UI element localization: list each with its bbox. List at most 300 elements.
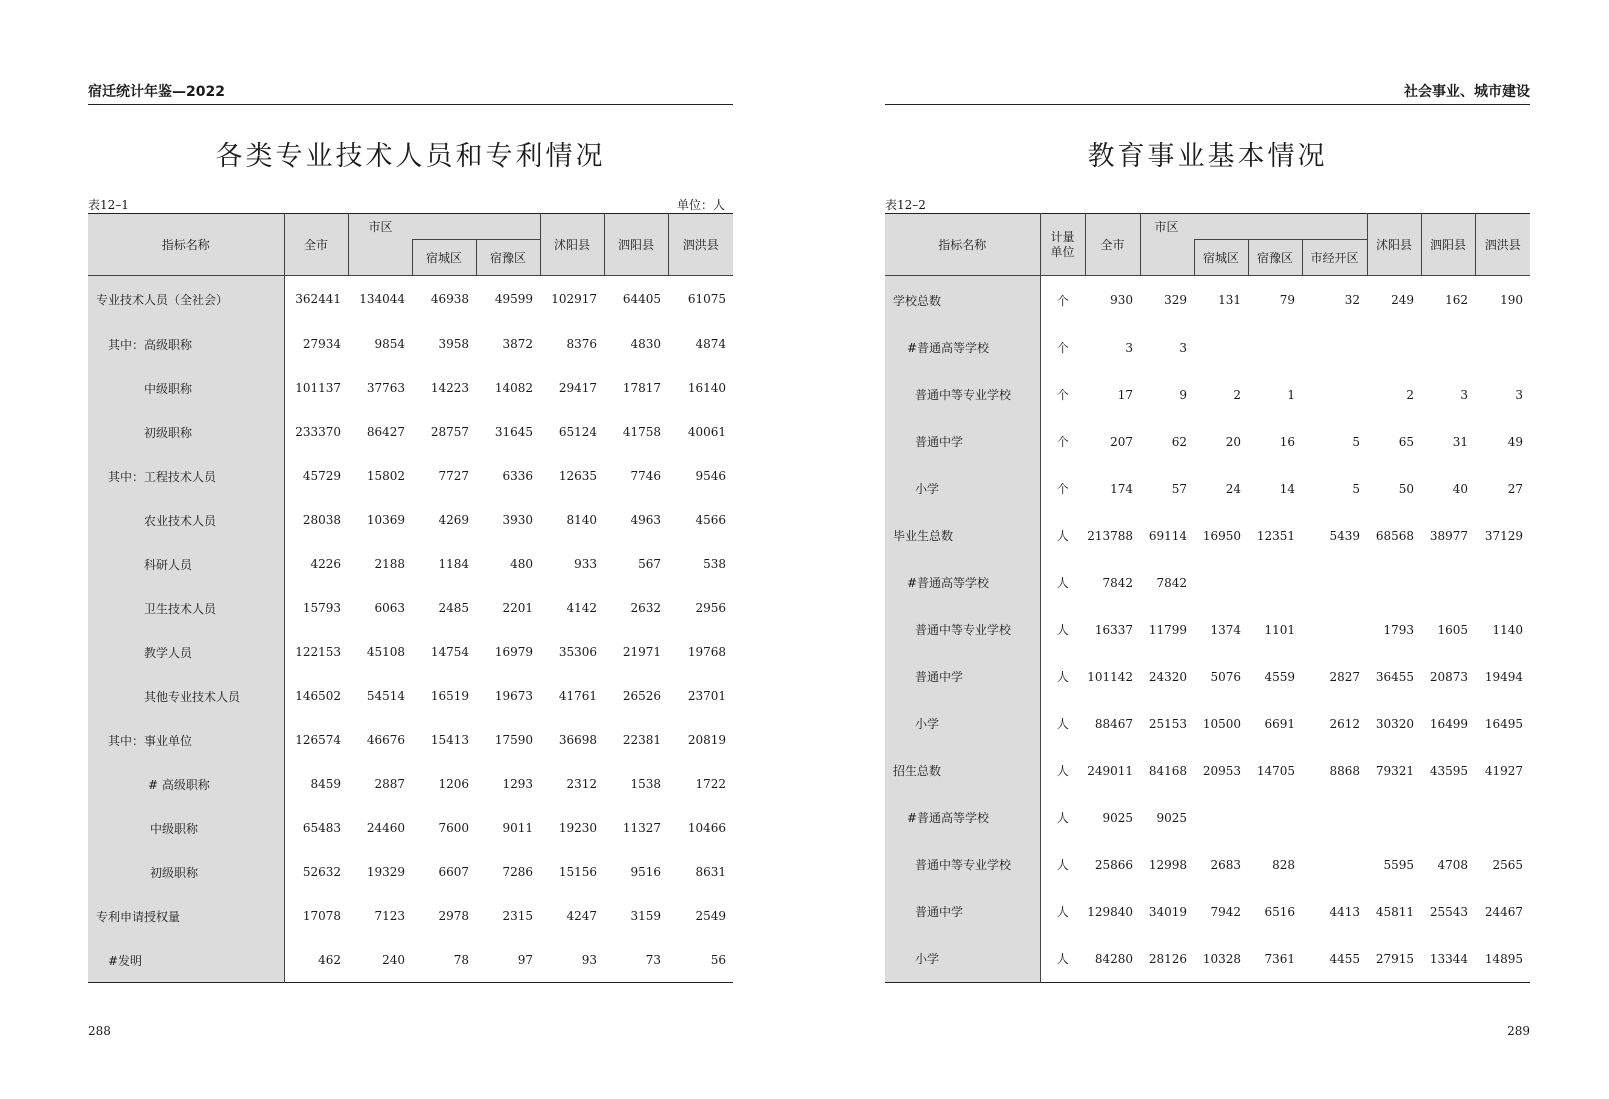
cell: 24 [1225,481,1241,496]
table-row [88,366,733,410]
cell: 16979 [494,645,534,659]
header-suyuqu: 宿豫区 [1248,240,1302,276]
header-all: 全市 [284,214,348,276]
cell: 79 [1279,293,1295,307]
row-name: #普通高等学校 [885,559,1040,606]
header-shuyang: 沭阳县 [1367,214,1421,276]
row-unit: 人 [1056,764,1069,778]
cell: 5595 [1383,857,1415,872]
header-name: 指标名称 [885,214,1040,276]
row-unit: 人 [1056,811,1069,825]
cell: 162 [1445,293,1469,307]
row-name: 专业技术人员（全社会） [88,276,284,323]
cell: 57 [1171,481,1187,496]
table-row [88,586,733,630]
cell: 4269 [438,513,469,527]
row-name: 普通中学 [885,418,1040,465]
row-name: 普通中等专业学校 [885,606,1040,653]
cell: 4566 [695,513,727,527]
cell: 2 [1406,387,1415,402]
cell: 101142 [1087,669,1133,684]
cell: 3958 [438,337,469,351]
cell: 9854 [374,337,405,351]
cell: 2887 [374,777,405,791]
cell: 4226 [310,557,341,571]
cell: 5076 [1210,669,1241,684]
cell: 8140 [566,513,598,527]
table-row [88,276,733,323]
cell: 78 [453,953,469,967]
cell: 84168 [1148,763,1187,778]
cell: 65483 [302,821,341,835]
cell: 174 [1110,481,1133,496]
header-unit-line2: 单位 [1050,244,1075,259]
cell: 1293 [502,777,534,791]
cell: 10369 [366,513,405,527]
row-name: 学校总数 [885,276,1040,325]
cell: 49599 [494,292,534,306]
cell: 29417 [558,381,598,395]
cell: 16140 [687,381,727,395]
cell: 4708 [1437,857,1469,872]
cell: 50 [1398,481,1415,496]
header-kaifaqu: 市经开区 [1302,240,1367,276]
cell: 2312 [566,777,598,791]
cell: 16499 [1429,716,1469,731]
header-all: 全市 [1085,214,1140,276]
cell: 62 [1171,434,1187,449]
cell: 15156 [558,865,598,879]
row-name: 农业技术人员 [88,498,284,542]
cell: 16337 [1094,622,1133,637]
cell: 249 [1391,293,1415,307]
cell: 4455 [1329,951,1361,966]
table-row [88,454,733,498]
cell: 20819 [687,733,727,747]
table-body [885,276,1530,983]
table-row [885,324,1530,371]
cell: 86427 [366,425,405,439]
table-number: 表12–2 [885,198,926,212]
professionals-table [88,213,733,983]
cell: 1374 [1210,622,1241,637]
cell [1367,559,1421,606]
cell: 8376 [566,337,598,351]
table-row [88,498,733,542]
row-name: 其中：高级职称 [88,322,284,366]
cell: 25543 [1429,904,1469,919]
row-unit: 人 [1056,623,1069,637]
cell: 7942 [1210,904,1241,919]
cell: 13344 [1429,951,1469,966]
cell: 3 [1125,340,1133,355]
row-name: 中级职称 [88,806,284,850]
header-sihong: 泗洪县 [668,214,733,276]
cell: 6607 [438,865,469,879]
cell: 134044 [359,292,405,306]
cell: 16519 [430,689,469,703]
cell: 16495 [1484,716,1524,731]
row-name: 招生总数 [885,747,1040,794]
cell: 2 [1233,387,1241,402]
cell: 240 [382,953,405,967]
table-body [88,276,733,983]
cell [1421,794,1475,841]
row-name: 毕业生总数 [885,512,1040,559]
cell: 9546 [695,469,727,483]
cell: 17078 [302,909,341,923]
cell: 25866 [1094,857,1133,872]
cell: 2315 [502,909,534,923]
table-row [885,700,1530,747]
cell [1421,559,1475,606]
cell: 15802 [366,469,405,483]
cell: 329 [1164,293,1187,307]
page-title: 各类专业技术人员和专利情况 [215,141,606,172]
cell: 30320 [1375,716,1415,731]
cell: 45108 [366,645,405,659]
cell: 37763 [366,381,405,395]
cell: 9 [1179,387,1187,402]
cell [1302,606,1367,653]
table-row [885,465,1530,512]
cell [1302,841,1367,888]
row-unit: 个 [1056,482,1069,496]
row-name: 小学 [885,465,1040,512]
page-number: 288 [88,1024,111,1038]
cell [1302,324,1367,371]
row-name: 其中：事业单位 [88,718,284,762]
header-siyang: 泗阳县 [1421,214,1475,276]
cell: 40 [1452,481,1469,496]
row-name: 中级职称 [88,366,284,410]
cell: 126574 [295,733,341,747]
table-row [88,762,733,806]
cell [1302,794,1367,841]
cell: 27 [1507,481,1524,496]
cell: 8631 [695,865,727,879]
cell: 56 [710,953,727,967]
cell [1475,324,1530,371]
table-row [88,630,733,674]
cell [1194,794,1248,841]
cell: 41758 [622,425,662,439]
table-row [88,674,733,718]
cell: 2956 [695,601,727,615]
cell: 2827 [1329,669,1361,684]
cell: 16950 [1202,528,1241,543]
cell: 65124 [558,425,598,439]
row-unit: 人 [1056,905,1069,919]
cell: 49 [1507,434,1524,449]
cell: 2485 [438,601,469,615]
cell: 3930 [502,513,534,527]
cell: 7600 [438,821,469,835]
cell: 7123 [374,909,405,923]
cell: 68568 [1375,528,1415,543]
table-row [885,653,1530,700]
cell: 61075 [687,292,727,306]
table-row [88,938,733,983]
row-name: 其中：工程技术人员 [88,454,284,498]
table-row [885,747,1530,794]
cell: 17590 [494,733,534,747]
cell: 21971 [622,645,662,659]
cell: 28757 [430,425,469,439]
cell [1475,559,1530,606]
cell [1421,324,1475,371]
row-unit: 人 [1056,952,1069,966]
cell: 1 [1287,387,1295,402]
cell: 2632 [630,601,662,615]
cell: 31 [1452,434,1469,449]
table-row [885,794,1530,841]
row-name: 普通中等专业学校 [885,371,1040,418]
cell: 2612 [1329,716,1361,731]
cell: 45729 [302,469,341,483]
row-name: 小学 [885,700,1040,747]
cell: 97 [517,953,534,967]
cell: 2188 [374,557,405,571]
cell: 3 [1515,387,1524,402]
cell: 1101 [1264,622,1295,637]
row-unit: 个 [1056,293,1069,308]
cell: 8868 [1329,763,1361,778]
cell: 4247 [566,909,598,923]
cell: 41927 [1484,763,1524,778]
cell: 54514 [366,689,405,703]
cell: 46938 [430,292,469,306]
cell [1367,794,1421,841]
row-name: 小学 [885,935,1040,983]
cell: 930 [1110,293,1133,307]
cell: 146502 [295,689,341,703]
cell: 9516 [630,865,662,879]
row-name: #普通高等学校 [885,324,1040,371]
cell: 3 [1179,340,1187,355]
table-row [885,559,1530,606]
cell: 46676 [366,733,405,747]
table-number: 表12–1 [88,198,129,212]
header-urban: 市区 [1140,214,1367,240]
cell: 84280 [1094,951,1133,966]
cell: 36455 [1375,669,1415,684]
cell [1302,371,1367,418]
cell: 7727 [438,469,469,483]
cell [1248,324,1302,371]
row-unit: 人 [1056,576,1069,590]
header-unit-line1: 计量 [1050,229,1075,244]
cell: 3159 [630,909,662,923]
cell: 52632 [302,865,341,879]
cell: 6691 [1264,716,1295,731]
cell: 37129 [1484,528,1524,543]
cell: 14754 [430,645,469,659]
cell: 43595 [1429,763,1469,778]
table-row [885,841,1530,888]
header-suchengqu: 宿城区 [1194,240,1248,276]
cell: 28038 [302,513,341,527]
cell: 1538 [630,777,662,791]
table-row [88,894,733,938]
row-unit: 人 [1056,529,1069,543]
cell: 7746 [630,469,662,483]
cell: 19673 [494,689,534,703]
cell: 2549 [695,909,727,923]
row-unit: 人 [1056,858,1069,872]
row-name: #普通高等学校 [885,794,1040,841]
cell: 24467 [1484,904,1524,919]
cell: 4559 [1264,669,1295,684]
cell: 5439 [1329,528,1361,543]
cell: 190 [1500,293,1524,307]
table-row [885,935,1530,983]
cell: 15413 [430,733,469,747]
cell: 23701 [687,689,727,703]
row-name: 科研人员 [88,542,284,586]
header-sihong: 泗洪县 [1475,214,1530,276]
cell: 27934 [302,337,341,351]
cell: 7361 [1264,951,1295,966]
cell: 69114 [1148,528,1187,543]
cell: 31645 [494,425,534,439]
header-name: 指标名称 [88,214,284,276]
cell: 1793 [1383,622,1415,637]
cell: 362441 [295,292,341,306]
cell: 12351 [1256,528,1295,543]
cell [1248,794,1302,841]
table-row [88,850,733,894]
cell: 24460 [366,821,405,835]
cell: 567 [638,557,662,571]
cell: 14082 [494,381,534,395]
cell: 20953 [1202,763,1241,778]
cell: 20 [1225,434,1241,449]
cell: 249011 [1087,763,1133,778]
header-suchengqu: 宿城区 [412,240,476,276]
cell: 7842 [1156,575,1187,590]
cell: 36698 [558,733,598,747]
cell: 79321 [1375,763,1415,778]
row-unit: 人 [1056,717,1069,731]
table-row [885,371,1530,418]
cell: 10466 [687,821,727,835]
running-head-right [885,84,1530,105]
cell: 73 [645,953,662,967]
cell: 14 [1279,481,1295,496]
cell: 207 [1110,434,1133,449]
cell: 14223 [430,381,469,395]
header-unit [1040,214,1085,276]
cell: 2565 [1492,857,1524,872]
cell [1475,794,1530,841]
cell: 1206 [438,777,469,791]
cell: 9011 [502,821,534,835]
header-siyang: 泗阳县 [604,214,668,276]
header-urban-spacer [348,240,412,276]
cell: 19329 [366,865,405,879]
cell: 828 [1272,857,1295,872]
cell: 19494 [1484,669,1524,684]
table-row [885,418,1530,465]
cell [1367,324,1421,371]
cell [1302,559,1367,606]
cell: 1605 [1437,622,1469,637]
cell: 38977 [1429,528,1469,543]
running-head-text: 宿迁统计年鉴—2022 [88,84,225,100]
row-name: 卫生技术人员 [88,586,284,630]
cell: 2201 [502,601,534,615]
row-unit: 个 [1056,435,1069,449]
cell: 65 [1398,434,1415,449]
table-row [885,606,1530,653]
row-name: 教学人员 [88,630,284,674]
header-suyuqu: 宿豫区 [476,240,540,276]
cell: 93 [581,953,598,967]
cell: 3 [1460,387,1469,402]
cell: 10500 [1202,716,1241,731]
cell: 20873 [1429,669,1469,684]
row-name: 普通中学 [885,888,1040,935]
cell: 19768 [687,645,727,659]
row-name: 专利申请授权量 [88,894,284,938]
header-urban: 市区 [348,214,540,240]
table-row [885,512,1530,559]
cell: 5 [1352,481,1361,496]
cell: 26526 [622,689,662,703]
cell: 88467 [1094,716,1133,731]
table-row [885,276,1530,325]
cell: 129840 [1087,904,1133,919]
cell: 12998 [1148,857,1187,872]
education-table [885,213,1530,983]
cell: 32 [1344,293,1361,307]
row-name: #发明 [88,938,284,983]
cell: 11799 [1148,622,1187,637]
cell: 933 [574,557,598,571]
cell: 25153 [1148,716,1187,731]
page-title: 教育事业基本情况 [1087,141,1328,172]
cell: 7842 [1102,575,1133,590]
row-name: 初级职称 [88,850,284,894]
row-name: 普通中学 [885,653,1040,700]
table-row [88,410,733,454]
cell: 64405 [622,292,662,306]
row-name: 普通中等专业学校 [885,841,1040,888]
cell: 27915 [1375,951,1415,966]
cell: 6063 [374,601,405,615]
cell: 233370 [295,425,341,439]
cell: 35306 [558,645,598,659]
cell: 28126 [1148,951,1187,966]
page-number: 289 [1507,1024,1530,1038]
cell: 7286 [502,865,534,879]
table-row [885,888,1530,935]
cell: 101137 [295,381,341,395]
cell: 462 [318,953,341,967]
cell: 1722 [695,777,727,791]
cell: 4413 [1329,904,1361,919]
cell: 12635 [558,469,598,483]
table-row [88,542,733,586]
running-head-left [88,84,733,105]
header-urban-spacer [1140,240,1194,276]
cell: 538 [703,557,727,571]
cell: 10328 [1202,951,1241,966]
cell: 45811 [1375,904,1415,919]
header-shuyang: 沭阳县 [540,214,604,276]
cell: 1184 [438,557,469,571]
